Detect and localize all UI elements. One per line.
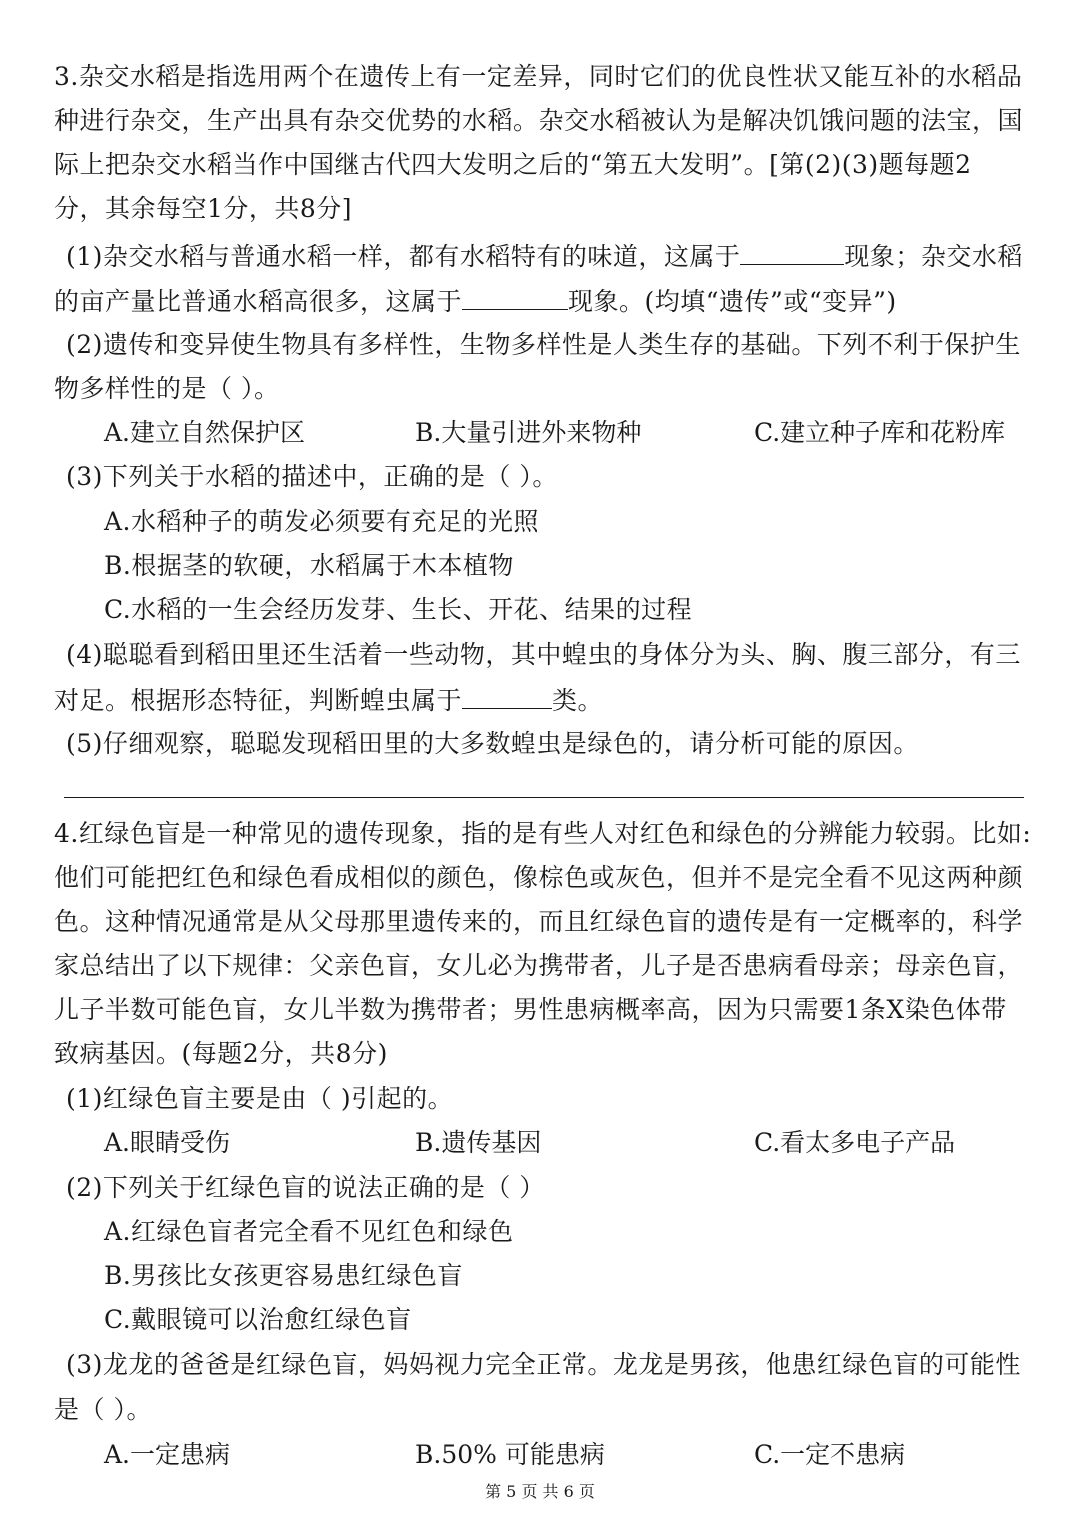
answer-blank-1[interactable]	[740, 240, 844, 265]
q4-stem-line-1: 4.红绿色盲是一种常见的遗传现象，指的是有些人对红色和绿色的分辨能力较弱。比如:	[54, 819, 1032, 848]
answer-line[interactable]	[64, 797, 1024, 798]
q3-part3-option-c[interactable]: C.水稻的一生会经历发芽、生长、开花、结果的过程	[104, 595, 693, 624]
q4-part2-line: (2)下列关于红绿色盲的说法正确的是（ ）	[66, 1173, 545, 1202]
q3-part4-text-b: 类。	[552, 686, 604, 715]
q3-part3-line: (3)下列关于水稻的描述中，正确的是（ ）。	[66, 462, 558, 491]
q4-stem-line-2: 他们可能把红色和绿色看成相似的颜色，像棕色或灰色，但并不是完全看不见这两种颜	[54, 863, 1024, 892]
answer-blank-2[interactable]	[462, 285, 568, 310]
q4-stem-line-6: 致病基因。(每题2分，共8分)	[54, 1039, 388, 1068]
q3-stem-line-2: 种进行杂交，生产出具有杂交优势的水稻。杂交水稻被认为是解决饥饿问题的法宝，国	[54, 106, 1024, 135]
q4-part3-line-2: 是（ ）。	[54, 1395, 152, 1424]
q3-part1-text-d: 现象。(均填“遗传”或“变异”)	[568, 287, 897, 316]
q4-part2-option-c[interactable]: C.戴眼镜可以治愈红绿色盲	[104, 1305, 412, 1334]
q4-part3-line-1: (3)龙龙的爸爸是红绿色盲，妈妈视力完全正常。龙龙是男孩，他患红绿色盲的可能性	[66, 1350, 1021, 1379]
q3-part4-text-a: 对足。根据形态特征，判断蝗虫属于	[54, 686, 463, 715]
q4-part2-option-a[interactable]: A.红绿色盲者完全看不见红色和绿色	[104, 1217, 514, 1246]
q4-stem-line-3: 色。这种情况通常是从父母那里遗传来的，而且红绿色盲的遗传是有一定概率的，科学	[54, 907, 1024, 936]
q3-part4-line-2	[54, 684, 603, 716]
q3-part1-line-2	[54, 285, 897, 317]
q4-part1-option-a[interactable]: A.眼睛受伤	[104, 1128, 231, 1157]
q3-part2-option-a[interactable]: A.建立自然保护区	[104, 418, 306, 447]
q3-part3-option-b[interactable]: B.根据茎的软硬，水稻属于木本植物	[104, 551, 514, 580]
q4-part3-option-c[interactable]: C.一定不患病	[754, 1440, 906, 1469]
q3-stem-line-3: 际上把杂交水稻当作中国继古代四大发明之后的“第五大发明”。[第(2)(3)题每题2	[54, 150, 972, 179]
q4-part1-option-b[interactable]: B.遗传基因	[415, 1128, 542, 1157]
q4-stem-line-4: 家总结出了以下规律：父亲色盲，女儿必为携带者，儿子是否患病看母亲；母亲色盲，	[54, 951, 1024, 980]
q3-stem-line-4: 分，其余每空1分，共8分]	[54, 194, 353, 223]
q3-part2-option-b[interactable]: B.大量引进外来物种	[415, 418, 642, 447]
q4-part2-option-b[interactable]: B.男孩比女孩更容易患红绿色盲	[104, 1261, 463, 1290]
q4-part3-option-b[interactable]: B.50% 可能患病	[415, 1440, 605, 1469]
q3-part1-text-a: (1)杂交水稻与普通水稻一样，都有水稻特有的味道，这属于	[66, 242, 741, 271]
q3-part2-line-1: (2)遗传和变异使生物具有多样性，生物多样性是人类生存的基础。下列不利于保护生	[66, 330, 1021, 359]
q3-part1-text-c: 的亩产量比普通水稻高很多，这属于	[54, 287, 463, 316]
q4-part1-option-c[interactable]: C.看太多电子产品	[754, 1128, 956, 1157]
answer-blank-3[interactable]	[462, 684, 552, 709]
page-number: 第 5 页 共 6 页	[485, 1482, 595, 1501]
q3-part3-option-a[interactable]: A.水稻种子的萌发必须要有充足的光照	[104, 507, 540, 536]
q3-part1-line-1	[66, 240, 1023, 272]
q4-part1-line: (1)红绿色盲主要是由（ )引起的。	[66, 1084, 454, 1113]
q3-part5-line: (5)仔细观察，聪聪发现稻田里的大多数蝗虫是绿色的，请分析可能的原因。	[66, 729, 919, 758]
q3-part2-option-c[interactable]: C.建立种子库和花粉库	[754, 418, 1006, 447]
q3-part1-text-b: 现象；杂交水稻	[844, 242, 1023, 271]
q4-stem-line-5: 儿子半数可能色盲，女儿半数为携带者；男性患病概率高，因为只需要1条X染色体带	[54, 995, 1007, 1024]
q4-part3-option-a[interactable]: A.一定患病	[104, 1440, 231, 1469]
q3-part2-line-2: 物多样性的是（ ）。	[54, 374, 280, 403]
q3-part4-line-1: (4)聪聪看到稻田里还生活着一些动物，其中蝗虫的身体分为头、胸、腹三部分，有三	[66, 640, 1021, 669]
q3-stem-line-1: 3.杂交水稻是指选用两个在遗传上有一定差异，同时它们的优良性状又能互补的水稻品	[54, 62, 1023, 91]
